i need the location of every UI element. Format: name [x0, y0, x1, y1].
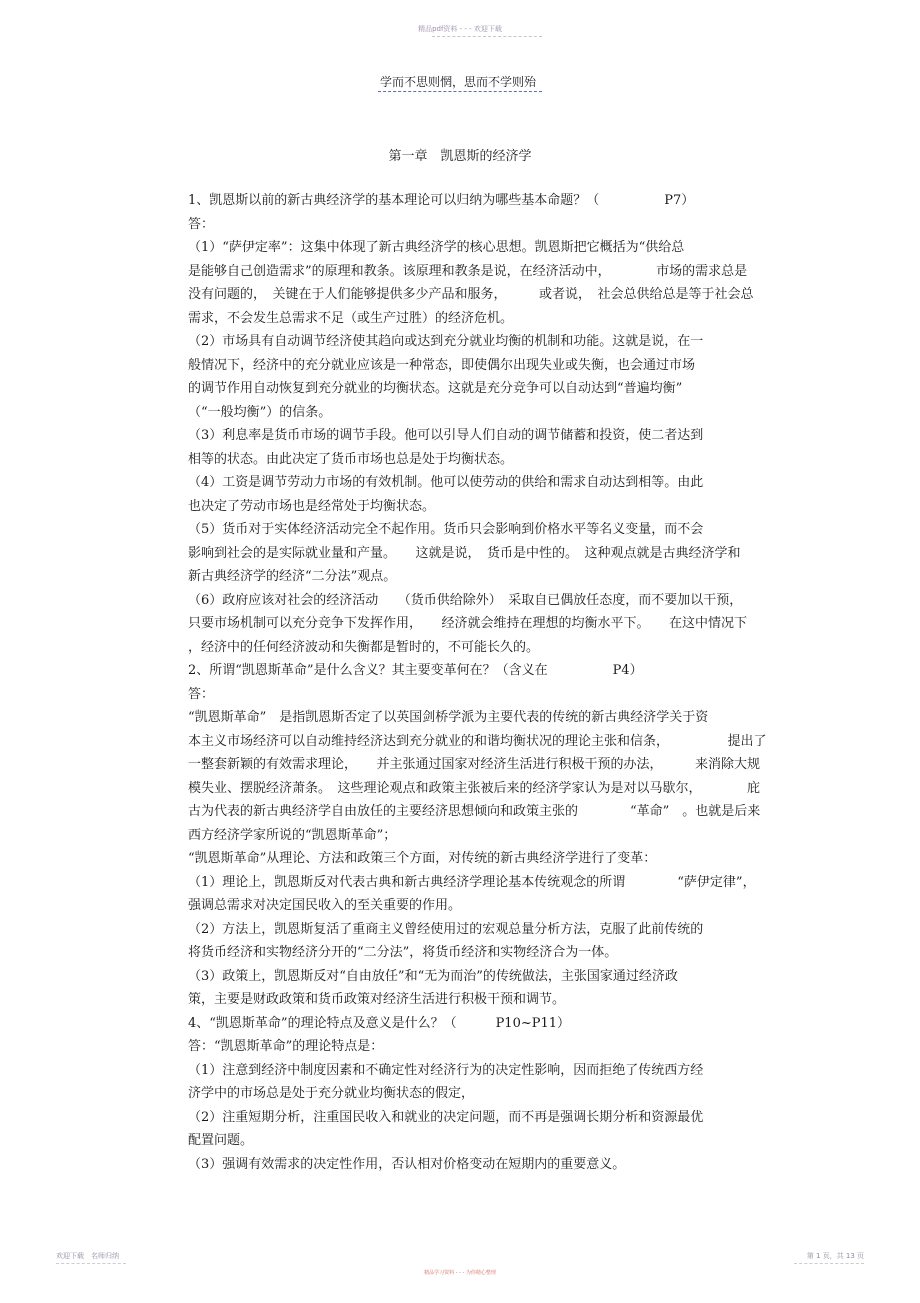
text-line: “凯恩斯革命” 是指凯恩斯否定了以英国剑桥学派为主要代表的传统的新古典经济学关于资: [188, 710, 709, 725]
text-line: 需求，不会发生总需求不足（或生产过胜）的经济危机。: [188, 310, 514, 326]
motto: [0, 73, 920, 90]
text-line: 4、“凯恩斯革命”的理论特点及意义是什么？（ P10~P11）: [188, 1015, 571, 1031]
text-line: 答：: [188, 686, 215, 702]
footer-center: 精品学习资料 - - - 为你精心整理: [424, 1270, 496, 1276]
text-line: （5）货币对于实体经济活动完全不起作用。货币只会影响到价格水平等名义变量，而不会: [188, 522, 704, 537]
footer-right-divider: [794, 1263, 864, 1264]
text-line: （1）注意到经济中制度因素和不确定性对经济行为的决定性影响，因而拒绝了传统西方经: [188, 1062, 704, 1078]
text-line: 策，主要是财政政策和货币政策对经济生活进行积极干预和调节。: [188, 992, 566, 1007]
text-line: （3）政策上，凯恩斯反对“自由放任”和“无为而治”的传统做法，主张国家通过经济政: [188, 968, 678, 984]
text-line: 相等的状态。由此决定了货币市场也总是处于均衡状态。: [188, 451, 514, 467]
text-line: 是能够自己创造需求”的原理和教条。该原理和教条是说，在经济活动中， 市场的需求总是: [188, 263, 748, 279]
text-line: 西方经济学家所说的“凯恩斯革命”；: [188, 827, 397, 843]
text-line: （2）注重短期分析，注重国民收入和就业的决定问题，而不再是强调长期分析和资源最优: [188, 1109, 704, 1125]
text-line: 将货币经济和实物经济分开的“二分法”，将货币经济和实物经济合为一体。: [188, 945, 618, 960]
header-watermark: 精品pdf资料 - - - 欢迎下载: [418, 25, 502, 33]
text-line: 也决定了劳动市场也是经常处于均衡状态。: [188, 498, 436, 514]
footer-page-number: 第 1 页，共 13 页: [806, 1252, 864, 1260]
text-line: 没有问题的， 关键在于人们能够提供多少产品和服务， 或者说， 社会总供给总是等于社会总: [188, 287, 754, 302]
body-text: [188, 189, 788, 1176]
header-divider: [432, 36, 542, 37]
text-line: （“一般均衡”）的信条。: [188, 404, 332, 420]
text-line: 2、所谓“凯恩斯革命”是什么含义？其主要变革何在？（含义在 P4）: [188, 663, 643, 678]
footer-left: 欢迎下载 名师归纳: [56, 1252, 119, 1260]
text-line: （2）市场具有自动调节经济使其趋向或达到充分就业均衡的机制和功能。这就是说，在一: [188, 334, 704, 349]
text-line: （4）工资是调节劳动力市场的有效机制。他可以使劳动的供给和需求自动达到相等。由此: [188, 475, 704, 490]
motto-text: 学而不思则惘，思而不学则殆: [378, 75, 542, 92]
text-line: 1、凯恩斯以前的新古典经济学的基本理论可以归纳为哪些基本命题？（ P7）: [188, 193, 695, 208]
text-line: （6）政府应该对社会的经济活动 （货币供给除外） 采取自已偶放任态度，而不要加以干预，: [188, 592, 743, 608]
text-line: 本主义市场经济可以自动维持经济达到充分就业的和谐均衡状况的理论主张和信条， 提出了: [188, 733, 767, 749]
text-line: 的调节作用自动恢复到充分就业的均衡状态。这就是充分竞争可以自动达到“普遍均衡”: [188, 381, 683, 396]
text-line: （1）理论上，凯恩斯反对代表古典和新古典经济学理论基本传统观念的所谓 “萨伊定律”，: [188, 874, 756, 890]
text-line: 配置问题。: [188, 1133, 254, 1148]
text-line: （3）强调有效需求的决定性作用，否认相对价格变动在短期内的重要意义。: [188, 1156, 626, 1172]
text-line: 答：: [188, 216, 215, 232]
text-line: ，经济中的任何经济波动和失衡都是暂时的，不可能长久的。: [188, 639, 540, 655]
text-line: 济学中的市场总是处于充分就业均衡状态的假定，: [188, 1086, 475, 1101]
text-line: 古为代表的新古典经济学自由放任的主要经济思想倾向和政策主张的 “革命” 。也就是后来: [188, 804, 761, 819]
chapter-title: 第一章 凯恩斯的经济学: [388, 149, 532, 164]
text-line: 只要市场机制可以充分竞争下发挥作用， 经济就会维持在理想的均衡水平下。 在这中情况下: [188, 616, 748, 631]
text-line: （2）方法上，凯恩斯复活了重商主义曾经使用过的宏观总量分析方法，克服了此前传统的: [188, 921, 704, 937]
text-line: （3）利息率是货币市场的调节手段。他可以引导人们自动的调节储蓄和投资，使二者达到: [188, 428, 704, 443]
text-line: 影响到社会的是实际就业量和产量。 这就是说， 货币是中性的。 这种观点就是古典经济学和: [188, 545, 741, 561]
text-line: 新古典经济学的经济“二分法”观点。: [188, 569, 397, 584]
text-line: 一整套新颖的有效需求理论， 并主张通过国家对经济生活进行积极干预的办法， 来消除大规: [188, 757, 761, 772]
text-line: 答：“凯恩斯革命”的理论特点是：: [188, 1039, 384, 1054]
footer-left-divider: [56, 1263, 126, 1264]
text-line: “凯恩斯革命”从理论、方法和政策三个方面，对传统的新古典经济学进行了变革：: [188, 851, 657, 866]
text-line: （1）“萨伊定率”：这集中体现了新古典经济学的核心思想。凯恩斯把它概括为“供给总: [188, 240, 685, 255]
text-line: 模失业、摆脱经济萧条。 这些理论观点和政策主张被后来的经济学家认为是对以马歇尔， 庇: [188, 780, 761, 796]
text-line: 强调总需求对决定国民收入的至关重要的作用。: [188, 898, 462, 913]
text-line: 般情况下，经济中的充分就业应该是一种常态，即使偶尔出现失业或失衡，也会通过市场: [188, 357, 696, 373]
